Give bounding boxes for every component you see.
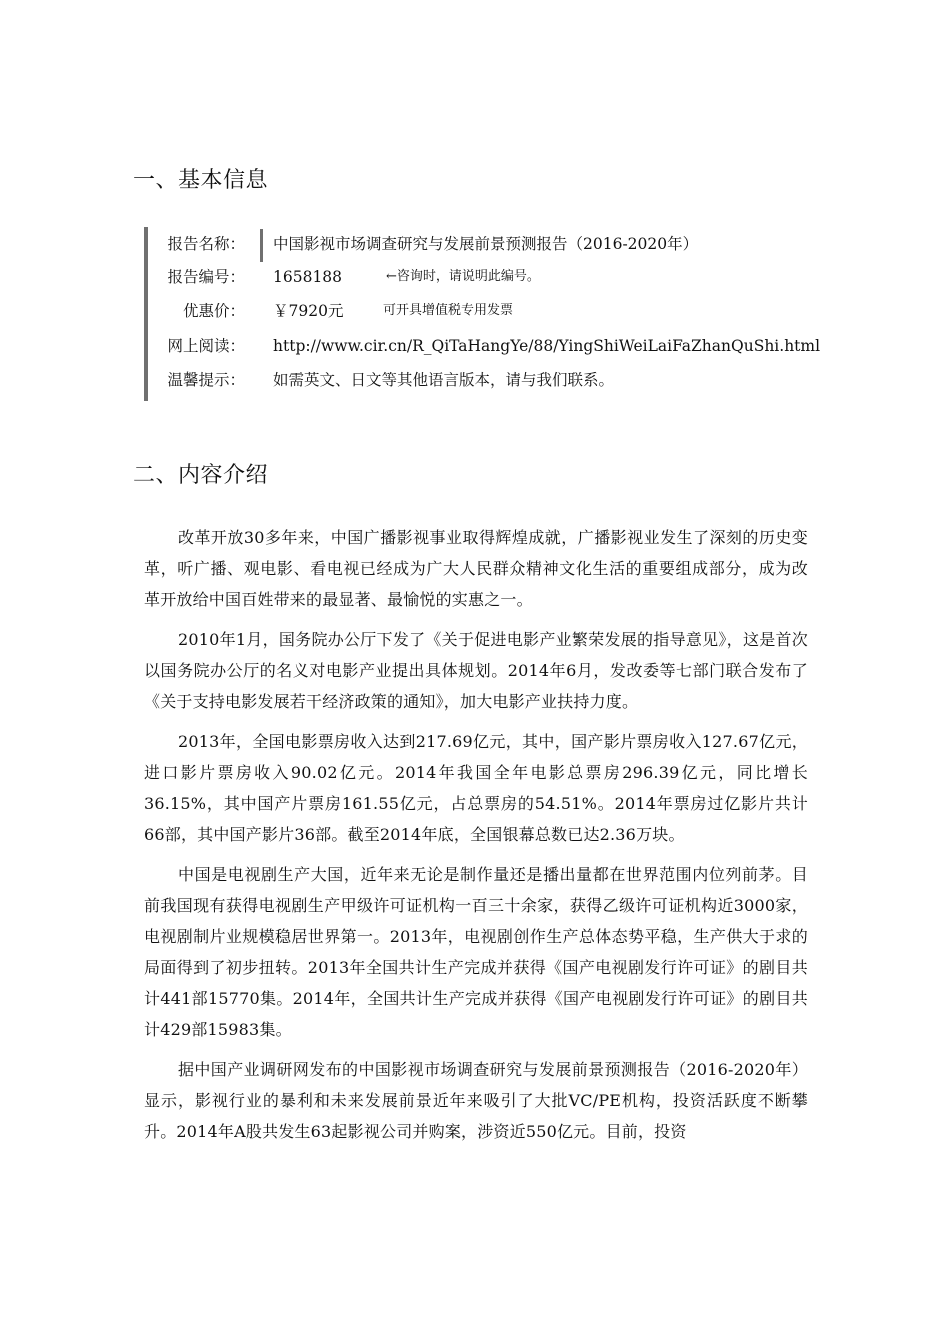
paragraph: 改革开放30多年来，中国广播影视事业取得辉煌成就，广播影视业发生了深刻的历史变革，听广播、观电影、看电视已经成为广大人民群众精神文化生活的重要组成部分，成为改革开放给中国百姓带来的最显著、最愉悦的实惠之一。 [144, 528, 808, 609]
tip-value: 如需英文、日文等其他语言版本，请与我们联系。 [273, 371, 615, 389]
basic-info-box [144, 227, 828, 401]
info-row-report-number [148, 262, 828, 292]
info-row-online-reading [148, 331, 828, 361]
report-name-value: 中国影视市场调查研究与发展前景预测报告（2016-2020年） [273, 235, 699, 253]
paragraph: 中国是电视剧生产大国，近年来无论是制作量还是播出量都在世界范围内位列前茅。目前我国现有获得电视剧生产甲级许可证机构一百三十余家，获得乙级许可证机构近3000家，电视剧制片业规模稳居世界第一。2013年，电视剧创作生产总体态势平稳，生产供大于求的局面得到了初步扭转。2013年全国共计生产完成并获得《国产电视剧发行许可证》的剧目共计441部15770集。2014年，全国共计生产完成并获得《国产电视剧发行许可证》的剧目共计429部15983集。 [144, 865, 808, 1039]
price-value: ￥7920元 [273, 302, 344, 320]
online-reading-label: 网上阅读： [167, 337, 245, 355]
tip-label: 温馨提示： [167, 371, 245, 389]
info-row-tip [148, 365, 828, 395]
report-number-label: 报告编号： [167, 268, 245, 286]
price-label: 优惠价： [182, 302, 245, 320]
section-heading-basic-info: 一、基本信息 [133, 168, 269, 193]
paragraph: 2010年1月，国务院办公厅下发了《关于促进电影产业繁荣发展的指导意见》，这是首次以国务院办公厅的名义对电影产业提出具体规划。2014年6月，发改委等七部门联合发布了《关于支持电影发展若干经济政策的通知》，加大电影产业扶持力度。 [144, 630, 808, 711]
report-number-value: 1658188 [273, 268, 343, 286]
online-reading-link[interactable]: http://www.cir.cn/R_QiTaHangYe/88/YingShiWeiLaiFaZhanQuShi.html [273, 337, 821, 355]
invoice-note: 可开具增值税专用发票 [383, 303, 514, 318]
report-name-label: 报告名称： [167, 235, 245, 253]
info-row-price [148, 296, 828, 326]
content-intro-body [144, 522, 808, 1156]
section-heading-content-intro: 二、内容介绍 [133, 463, 269, 488]
report-number-note: ←咨询时，请说明此编号。 [386, 269, 540, 284]
paragraph: 据中国产业调研网发布的中国影视市场调查研究与发展前景预测报告（2016-2020年）显示，影视行业的暴利和未来发展前景近年来吸引了大批VC/PE机构，投资活跃度不断攀升。2014年A股共发生63起影视公司并购案，涉资近550亿元。目前，投资 [144, 1060, 808, 1141]
paragraph: 2013年，全国电影票房收入达到217.69亿元，其中，国产影片票房收入127.67亿元，进口影片票房收入90.02亿元。2014年我国全年电影总票房296.39亿元，同比增长36.15%，其中国产片票房161.55亿元，占总票房的54.51%。2014年票房过亿影片共计66部，其中国产影片36部。截至2014年底，全国银幕总数已达2.36万块。 [144, 732, 808, 844]
info-row-report-name [148, 229, 828, 259]
